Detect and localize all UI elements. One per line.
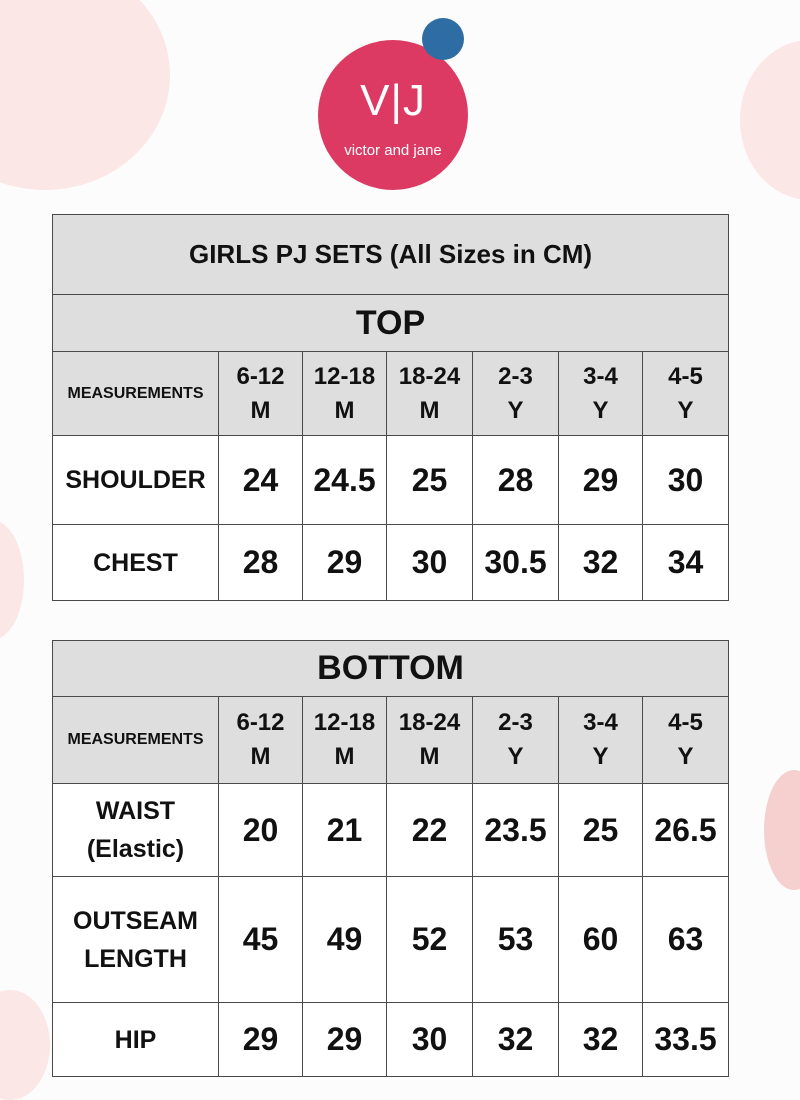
value-cell: 63 <box>643 877 729 1003</box>
size-header: 2-3 Y <box>473 352 559 436</box>
value-cell: 23.5 <box>473 784 559 877</box>
measurements-header: MEASUREMENTS <box>53 697 219 784</box>
table-row <box>53 877 729 1003</box>
row-label-chest: CHEST <box>53 525 219 601</box>
size-header: 3-4 Y <box>559 697 643 784</box>
value-cell: 32 <box>473 1003 559 1077</box>
value-cell: 24.5 <box>303 436 387 525</box>
value-cell: 49 <box>303 877 387 1003</box>
row-label-waist: WAIST (Elastic) <box>53 784 219 877</box>
size-header: 2-3 Y <box>473 697 559 784</box>
bottom-size-table <box>52 640 729 1077</box>
size-header: 18-24 M <box>387 697 473 784</box>
value-cell: 30 <box>387 1003 473 1077</box>
value-cell: 30 <box>387 525 473 601</box>
value-cell: 32 <box>559 525 643 601</box>
size-header: 3-4 Y <box>559 352 643 436</box>
logo-brand-name: victor and jane <box>344 142 442 159</box>
value-cell: 26.5 <box>643 784 729 877</box>
value-cell: 60 <box>559 877 643 1003</box>
row-label-outseam-length: OUTSEAM LENGTH <box>53 877 219 1003</box>
value-cell: 30.5 <box>473 525 559 601</box>
decor-blob-mid-left <box>0 520 24 640</box>
value-cell: 24 <box>219 436 303 525</box>
value-cell: 22 <box>387 784 473 877</box>
value-cell: 25 <box>387 436 473 525</box>
row-label-hip: HIP <box>53 1003 219 1077</box>
decor-blob-bottom-left <box>0 990 50 1100</box>
value-cell: 29 <box>303 525 387 601</box>
value-cell: 25 <box>559 784 643 877</box>
logo-accent-dot <box>422 18 464 60</box>
section-title-bottom: BOTTOM <box>53 641 729 697</box>
size-header: 12-18 M <box>303 697 387 784</box>
value-cell: 29 <box>219 1003 303 1077</box>
value-cell: 29 <box>559 436 643 525</box>
page-title: GIRLS PJ SETS (All Sizes in CM) <box>53 215 729 295</box>
value-cell: 28 <box>473 436 559 525</box>
size-header: 12-18 M <box>303 352 387 436</box>
row-label-shoulder: SHOULDER <box>53 436 219 525</box>
decor-blob-top-right <box>740 40 800 200</box>
table-row <box>53 784 729 877</box>
table-row <box>53 525 729 601</box>
top-size-table <box>52 214 729 601</box>
size-header: 4-5 Y <box>643 352 729 436</box>
value-cell: 53 <box>473 877 559 1003</box>
value-cell: 32 <box>559 1003 643 1077</box>
size-header: 6-12 M <box>219 697 303 784</box>
value-cell: 28 <box>219 525 303 601</box>
value-cell: 33.5 <box>643 1003 729 1077</box>
value-cell: 20 <box>219 784 303 877</box>
value-cell: 30 <box>643 436 729 525</box>
brand-logo <box>318 18 468 176</box>
size-header: 4-5 Y <box>643 697 729 784</box>
table-row <box>53 1003 729 1077</box>
measurements-header: MEASUREMENTS <box>53 352 219 436</box>
section-title-top: TOP <box>53 295 729 352</box>
value-cell: 45 <box>219 877 303 1003</box>
value-cell: 21 <box>303 784 387 877</box>
value-cell: 52 <box>387 877 473 1003</box>
logo-circle <box>318 40 468 190</box>
value-cell: 34 <box>643 525 729 601</box>
size-header: 6-12 M <box>219 352 303 436</box>
logo-mark: V|J <box>360 76 426 125</box>
value-cell: 29 <box>303 1003 387 1077</box>
size-header: 18-24 M <box>387 352 473 436</box>
table-row <box>53 436 729 525</box>
decor-blob-right <box>764 770 800 890</box>
decor-blob-top-left <box>0 0 170 190</box>
